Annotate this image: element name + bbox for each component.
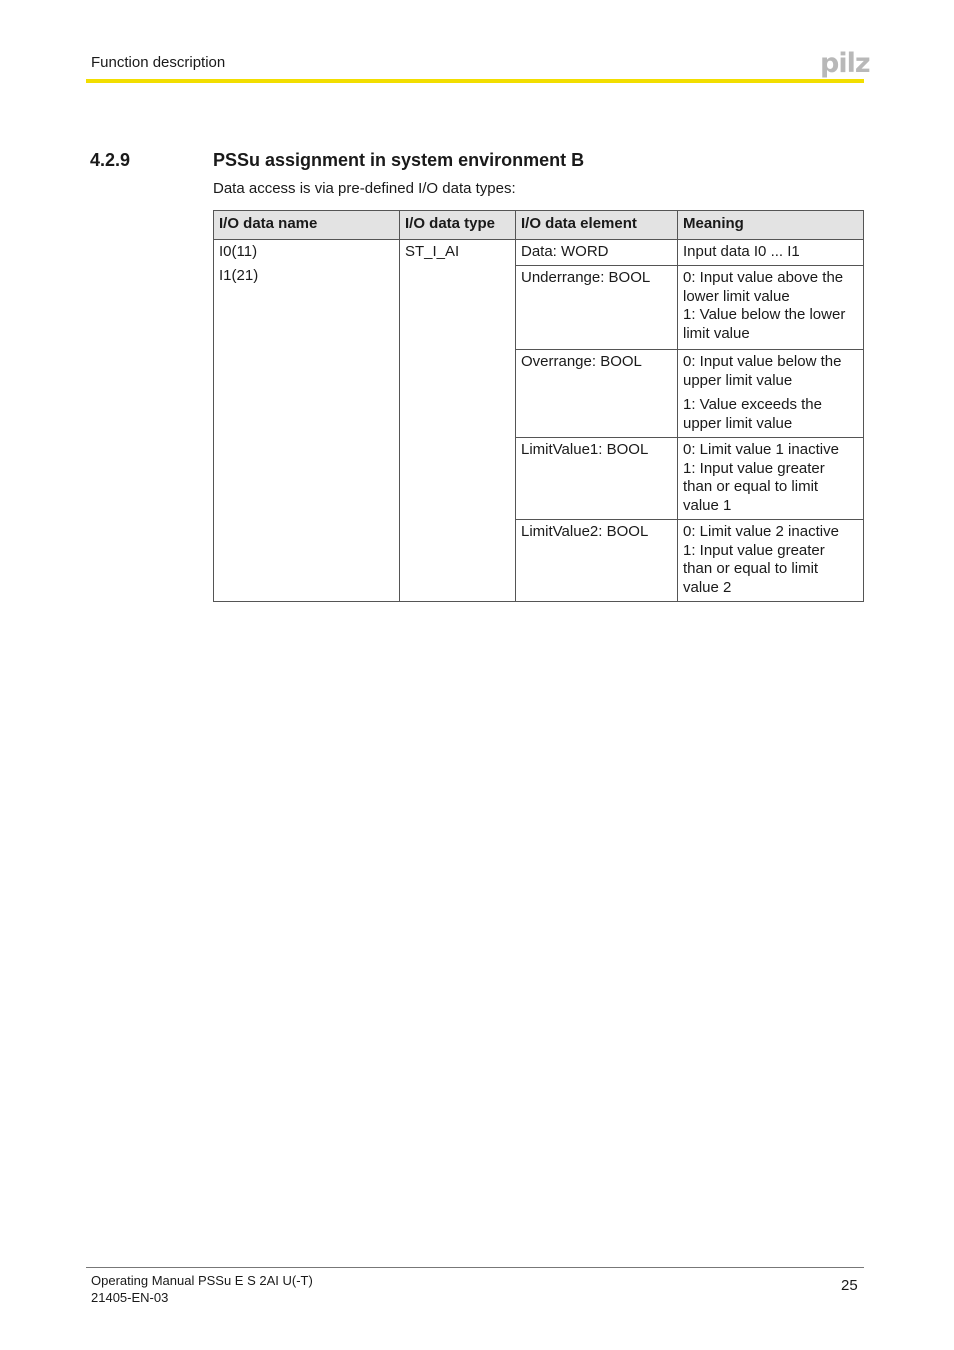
element-cell: LimitValue1: BOOL — [516, 438, 678, 520]
io-data-name-cell — [214, 239, 400, 602]
section-title: PSSu assignment in system environment B — [213, 150, 585, 170]
header-meaning: Meaning — [678, 211, 864, 240]
table-header-row — [214, 211, 864, 240]
element-cell: Underrange: BOOL — [516, 266, 678, 350]
io-data-type-cell: ST_I_AI — [400, 239, 516, 602]
meaning-line: 1: Input value greater than or equal to limit value 2 — [683, 541, 825, 596]
meaning-cell — [678, 438, 864, 520]
meaning-cell — [678, 266, 864, 350]
meaning-paragraph: 0: Input value below the upper limit value — [683, 353, 842, 389]
header-io-data-element: I/O data element — [516, 211, 678, 240]
io-data-table — [213, 210, 864, 602]
header-io-data-name: I/O data name — [214, 211, 400, 240]
footer-doc-number: 21405-EN-03 — [91, 1290, 169, 1305]
meaning-cell — [678, 520, 864, 602]
element-cell: Data: WORD — [516, 239, 678, 266]
header-section-label: Function description — [91, 54, 226, 71]
meaning-line: 0: Input value above the lower limit value — [683, 269, 844, 305]
meaning-cell — [678, 239, 864, 266]
footer-rule — [86, 1267, 864, 1268]
meaning-line: 0: Limit value 2 inactive — [683, 523, 839, 540]
element-cell: LimitValue2: BOOL — [516, 520, 678, 602]
header-rule — [86, 79, 864, 83]
element-cell: Overrange: BOOL — [516, 350, 678, 438]
header-io-data-type: I/O data type — [400, 211, 516, 240]
meaning-paragraph: 1: Value exceeds the upper limit value — [683, 396, 822, 432]
io-name-i0: I0(11) — [219, 242, 258, 260]
intro-text: Data access is via pre-defined I/O data types: — [213, 180, 516, 197]
meaning-line: 1: Value below the lower limit value — [683, 306, 846, 342]
io-name-i1: I1(21) — [219, 267, 259, 284]
meaning-line: 0: Limit value 1 inactive — [683, 441, 839, 458]
meaning-cell — [678, 350, 864, 438]
meaning-line: Input data I0 ... I1 — [683, 242, 800, 260]
page-number: 25 — [841, 1277, 858, 1294]
section-number: 4.2.9 — [90, 150, 131, 170]
meaning-line: 1: Input value greater than or equal to limit value 1 — [683, 459, 825, 514]
footer-manual-title: Operating Manual PSSu E S 2AI U(-T) — [91, 1273, 313, 1288]
table-row — [214, 239, 864, 266]
pilz-logo: pilz — [820, 48, 870, 79]
